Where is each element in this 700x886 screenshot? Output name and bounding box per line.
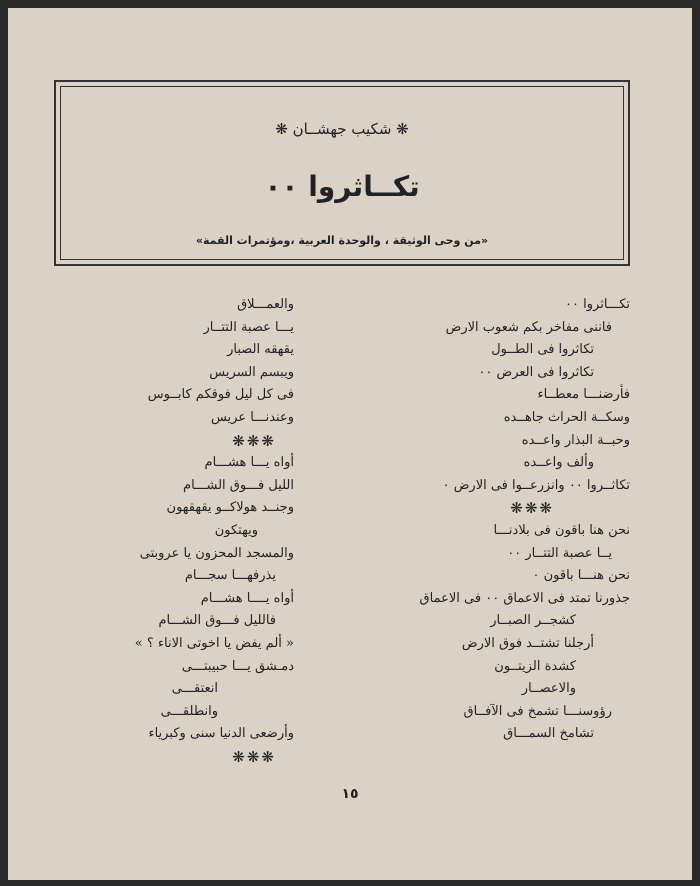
verse-line: تكـــاثروا ٠٠ bbox=[565, 297, 630, 312]
verse-line: نحن هنـــا باقون ٠ bbox=[532, 568, 630, 584]
verse-line: رؤوسنـــا تشمخ فى الآفــاق bbox=[463, 703, 612, 719]
verse-line: انعتقـــى bbox=[171, 681, 218, 697]
poem-subtitle: «من وحى الوثيقة ، والوحدة العربية ،ومؤتمرات القمة» bbox=[195, 234, 489, 247]
verse-line: جذورنا تمتد فى الاعماق ٠٠ فى الاعماق bbox=[419, 590, 630, 606]
poem-title: تكــاثروا ٠٠ bbox=[264, 170, 420, 203]
verse-line: نحن هنا باقون فى بلادنـــا bbox=[493, 522, 630, 538]
verse-line: أواه يــــا هشـــام bbox=[200, 590, 294, 606]
verse-line: أرجلنا تشتــد فوق الارض bbox=[461, 635, 594, 651]
page bbox=[8, 8, 692, 880]
verse-line: « ألم يفض يا اخوتى الاناء ؟ » bbox=[134, 635, 294, 651]
verse-line: وانطلقـــى bbox=[160, 703, 218, 719]
poem-column-left bbox=[44, 294, 294, 768]
verse-line: ويهتكون bbox=[214, 522, 258, 538]
verse-line: تكاثــروا ٠٠ وانزرعــوا فى الارض ٠ bbox=[442, 477, 630, 493]
verse-line: تكاثروا فى الطــول bbox=[491, 342, 594, 358]
poem-column-right bbox=[360, 294, 630, 746]
verse-line: والعمـــلاق bbox=[237, 297, 294, 312]
page-number: ١٥ bbox=[341, 786, 359, 802]
stars-separator: ❋❋❋ bbox=[510, 499, 554, 518]
verse-line: تكاثروا فى العرض ٠٠ bbox=[478, 364, 594, 380]
verse-line: وعندنـــا عريس bbox=[210, 409, 294, 425]
verse-line: يذرفهـــا سجـــام bbox=[184, 568, 276, 584]
verse-line: تشامخ السمـــاق bbox=[503, 726, 594, 742]
verse-line: وسكــة الحراث جاهــده bbox=[503, 409, 630, 425]
stars-separator: ❋❋❋ bbox=[232, 747, 276, 766]
verse-line: فأرضنـــا معطــاء bbox=[537, 387, 630, 403]
verse-line: كشدة الزيتــون bbox=[494, 658, 576, 674]
verse-line: وأرضعى الدنيا سنى وكبرياء bbox=[148, 726, 294, 742]
verse-line: يــا عصبة التتــار ٠٠ bbox=[507, 545, 612, 561]
verse-line: الليل فـــوق الشـــام bbox=[183, 477, 294, 493]
verse-line: والمسجد المحزون يا عروبتى bbox=[139, 545, 294, 561]
verse-line: دمـشق يـــا حبيبتـــى bbox=[181, 658, 294, 674]
verse-line: فى كل ليل فوقكم كابــوس bbox=[147, 387, 294, 403]
verse-line: والاعصــار bbox=[521, 681, 576, 697]
verse-line: كشجــر الصبــار bbox=[490, 613, 576, 629]
verse-line: يـــا عصبة التتــار bbox=[203, 319, 294, 335]
verse-line: فالليل فـــوق الشـــام bbox=[158, 613, 276, 629]
stars-separator: ❋❋❋ bbox=[232, 431, 276, 450]
verse-line: وألف واعــده bbox=[523, 455, 594, 471]
verse-line: أواه يـــا هشـــام bbox=[204, 455, 294, 471]
verse-line: ويبسم السريس bbox=[209, 364, 294, 380]
verse-line: وحبــة البذار واعــده bbox=[521, 432, 630, 448]
verse-line: يقهقه الصبار bbox=[227, 342, 294, 358]
verse-line: وجنــد هولاكــو يقهقهون bbox=[166, 500, 294, 516]
header-box bbox=[54, 80, 630, 266]
author-name: ❋ شكيب جهشــان ❋ bbox=[275, 120, 409, 138]
verse-line: فاننى مفاخر بكم شعوب الارض bbox=[445, 319, 612, 335]
